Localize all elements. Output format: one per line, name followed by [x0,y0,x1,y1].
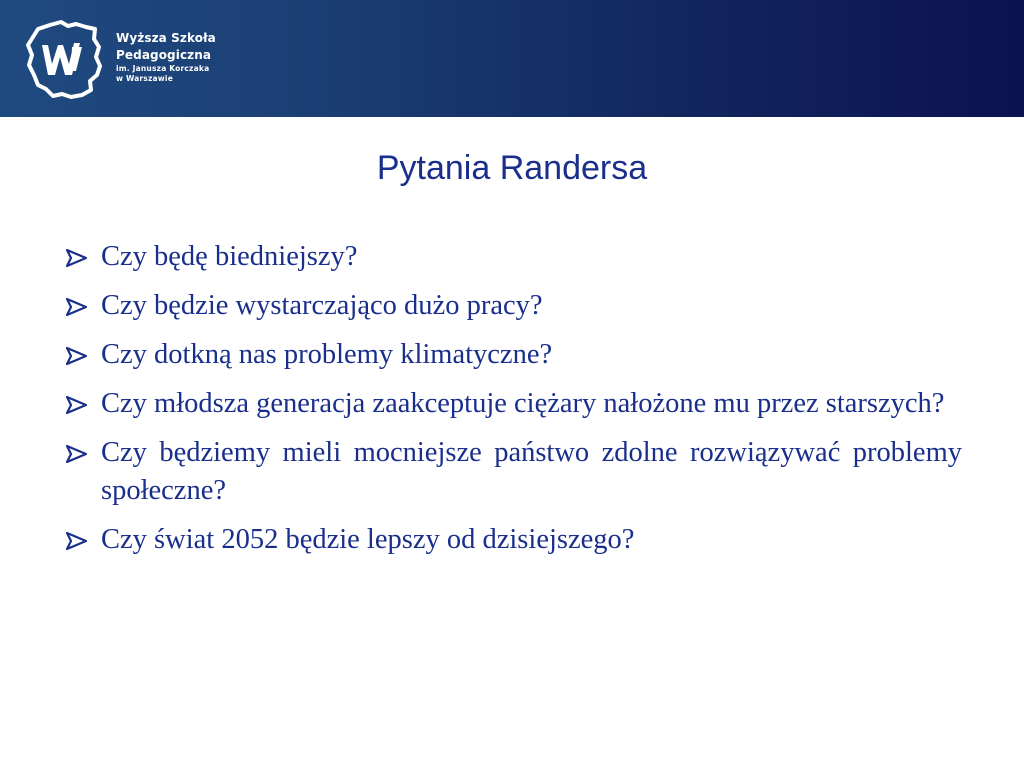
bullet-text: Czy dotkną nas problemy klimatyczne? [101,339,553,370]
arrow-bullet-icon [65,395,89,415]
arrow-bullet-icon [65,444,89,464]
logo-line-2: Pedagogiczna [116,48,212,62]
bullet-text: Czy będziemy mieli mocniejsze państwo zdolne rozwiązywać problemy społeczne? [101,437,962,506]
logo-line-3: im. Janusza Korczaka [116,64,210,73]
list-item [64,238,962,276]
list-item [64,336,962,374]
list-item [64,385,962,423]
list-item [64,287,962,325]
slide-title: Pytania Randersa [376,149,648,187]
bullet-list [64,238,962,570]
bullet-text: Czy będzie wystarczająco dużo pracy? [101,290,543,321]
bullet-text: Czy będę biedniejszy? [101,241,358,272]
university-name [116,30,216,84]
bullet-text: Czy świat 2052 będzie lepszy od dzisiejszego? [101,524,635,555]
list-item [64,521,962,559]
arrow-bullet-icon [65,346,89,366]
logo-line-1: Wyższa Szkoła [116,31,216,45]
map-of-poland-with-w-icon [24,19,104,101]
arrow-bullet-icon [65,531,89,551]
header-banner [0,0,1024,117]
arrow-bullet-icon [65,248,89,268]
list-item [64,434,962,510]
logo-line-4: w Warszawie [116,74,173,83]
bullet-text: Czy młodsza generacja zaakceptuje ciężary nałożone mu przez starszych? [101,388,945,419]
arrow-bullet-icon [65,297,89,317]
